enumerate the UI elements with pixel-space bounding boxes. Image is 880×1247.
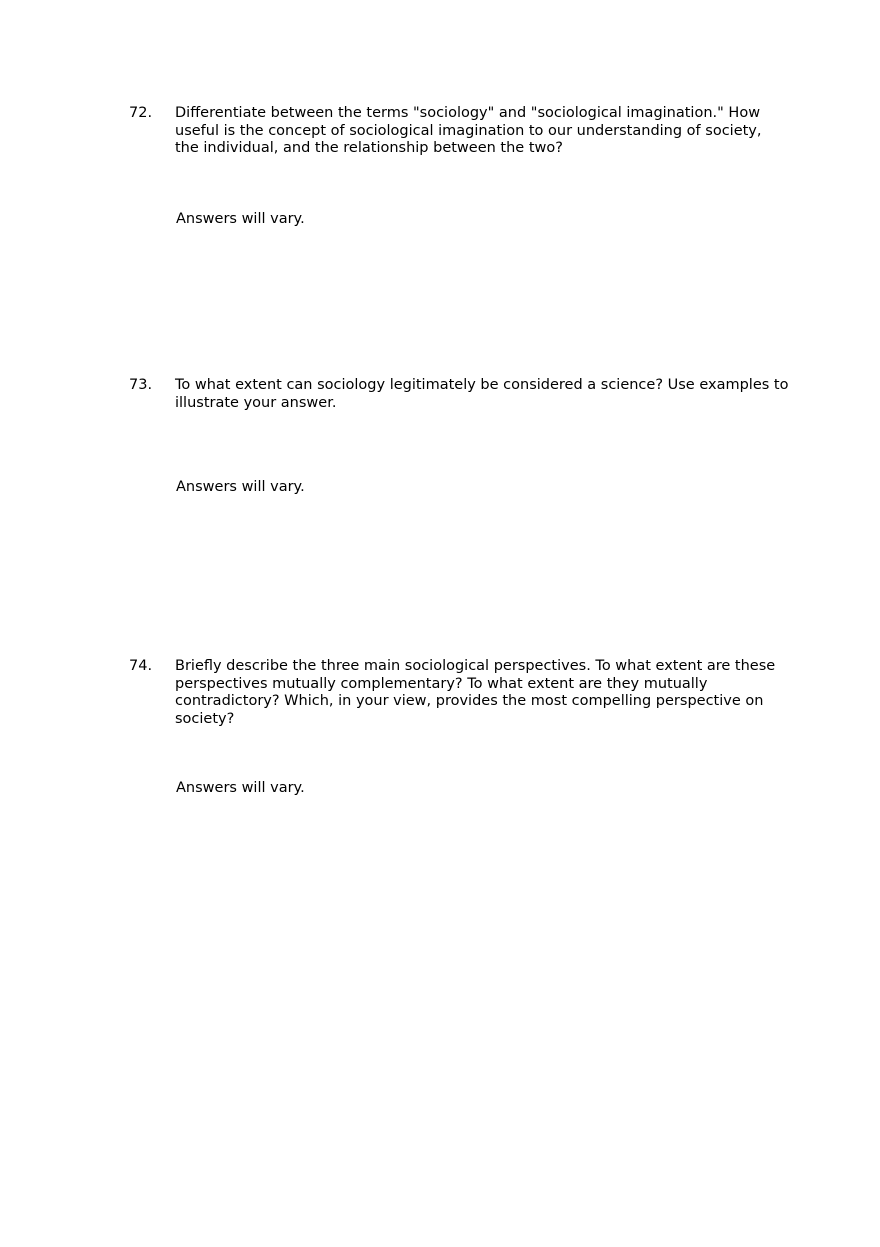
answer-text: Answers will vary.	[176, 780, 305, 796]
answer-text: Answers will vary.	[176, 479, 305, 495]
question-text: Differentiate between the terms "sociology" and "sociological imagination." How useful is the concept of sociological imagination to our understanding of society, the individual, and the relationship between the two?	[175, 105, 762, 156]
question-text: Briefly describe the three main sociological perspectives. To what extent are these perspectives mutually complementary? To what extent are they mutually contradictory? Which, in your view, provides the most compelling perspective on society?	[175, 658, 776, 727]
question-number: 74.	[129, 658, 153, 674]
answer-text: Answers will vary.	[176, 211, 305, 227]
question-text: To what extent can sociology legitimately be considered a science? Use examples to illustrate your answer.	[175, 377, 789, 411]
question-number: 72.	[129, 105, 153, 121]
question-number: 73.	[129, 377, 153, 393]
